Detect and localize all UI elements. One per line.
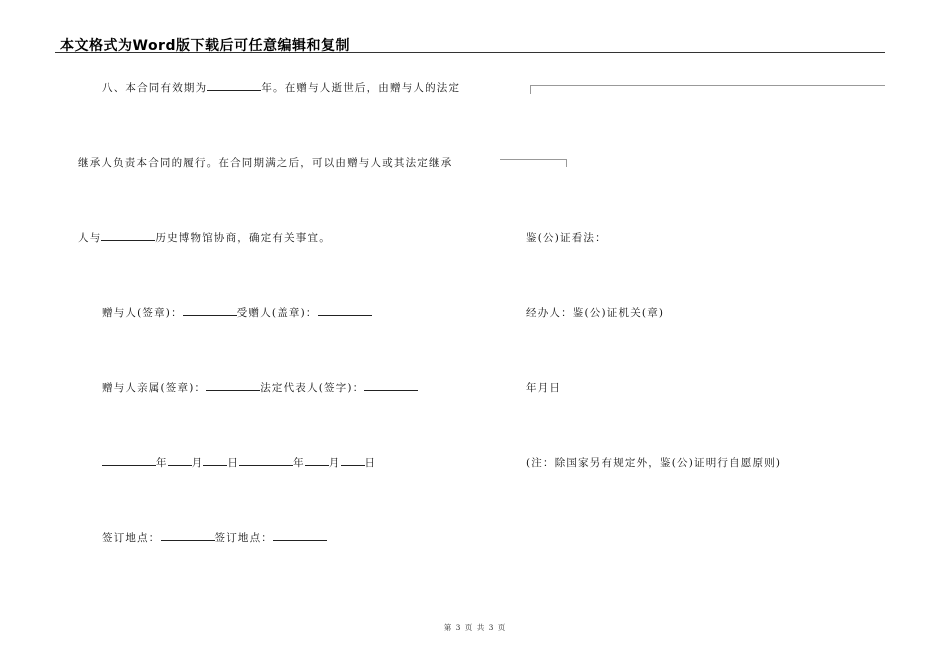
- day-blank-1: [203, 455, 227, 466]
- year-blank-1: [102, 455, 156, 466]
- year-blank-2: [239, 455, 293, 466]
- signing-place-line: [102, 530, 327, 545]
- notary-date-line: 年月日: [526, 382, 562, 394]
- legal-rep-blank: [364, 380, 418, 391]
- donor-signature-blank: [183, 305, 237, 316]
- museum-name-blank: [101, 230, 155, 241]
- donor-signature-line: [102, 305, 372, 320]
- signing-place-label-1: 签订地点：: [102, 532, 161, 544]
- legal-rep-label: 法定代表人(签字)：: [260, 382, 365, 394]
- donee-seal-blank: [318, 305, 372, 316]
- corner-mark-middle: [500, 159, 567, 167]
- relative-signature-line: [102, 380, 418, 395]
- month-blank-1: [168, 455, 192, 466]
- donor-signature-label: 赠与人(签章)：: [102, 307, 183, 319]
- clause-eight-line2: 继承人负责本合同的履行。在合同期满之后，可以由赠与人或其法定继承: [78, 157, 453, 169]
- day-label-1: 日: [227, 457, 240, 469]
- month-label-1: 月: [191, 457, 204, 469]
- year-label-2: 年: [293, 457, 305, 469]
- day-blank-2: [341, 455, 365, 466]
- page-number-footer: 第 3 页 共 3 页: [443, 623, 507, 632]
- clause-eight-line3: [78, 230, 331, 245]
- clause-eight-text-b: 年。在赠与人逝世后，由赠与人的法定: [261, 82, 461, 94]
- corner-mark-top: [530, 85, 885, 94]
- header-divider: [55, 52, 885, 53]
- day-label-2: 日: [364, 457, 377, 469]
- clause-eight-text-a: 八、本合同有效期为: [102, 82, 208, 94]
- signing-place-blank-2: [273, 530, 327, 541]
- month-label-2: 月: [328, 457, 341, 469]
- clause-eight-line3-text-a: 人与: [78, 232, 102, 244]
- document-header-title: 本文格式为Word版下载后可任意编辑和复制: [60, 38, 350, 54]
- relative-signature-label: 赠与人亲属(签章)：: [102, 382, 207, 394]
- clause-eight-line1: [102, 80, 460, 95]
- notary-handler-line: 经办人：鉴(公)证机关(章): [526, 307, 665, 319]
- notary-opinion-label: 鉴(公)证看法：: [526, 232, 607, 244]
- signing-place-blank-1: [161, 530, 215, 541]
- signing-place-label-2: 签订地点：: [214, 532, 273, 544]
- year-label-1: 年: [156, 457, 168, 469]
- month-blank-2: [305, 455, 329, 466]
- relative-signature-blank: [206, 380, 260, 391]
- notary-note: (注：除国家另有规定外，鉴(公)证明行自愿原则): [526, 457, 782, 469]
- clause-eight-line3-text-b: 历史博物馆协商，确定有关事宜。: [155, 232, 331, 244]
- validity-period-blank: [207, 80, 261, 91]
- date-line: [102, 455, 376, 470]
- donee-seal-label: 受赠人(盖章)：: [236, 307, 318, 319]
